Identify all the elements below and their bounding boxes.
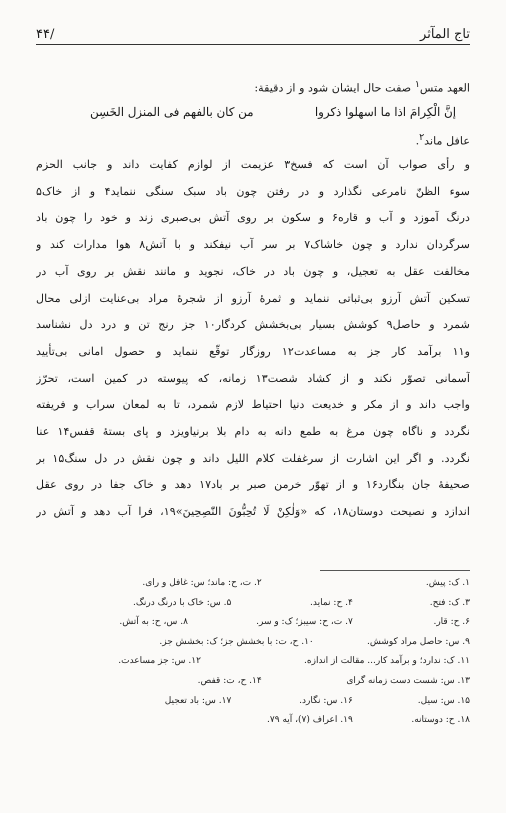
header-rule bbox=[36, 44, 470, 45]
footnote-rule bbox=[320, 570, 470, 571]
page-header bbox=[36, 18, 470, 42]
footnote-row bbox=[36, 594, 470, 614]
footnote: ۱۵. س: سیل. bbox=[417, 695, 470, 706]
text-line: سوء الظنّ نامرعی نگذارد و در رفتن چون باد سبک سنگی ننماید۴ و از خاک۵ bbox=[36, 184, 470, 198]
footnote-ref: ۱ bbox=[414, 79, 420, 90]
footnote: ۳. ک: فتح. bbox=[429, 597, 470, 608]
page-number: /۴۴ bbox=[36, 27, 55, 42]
text-line: واجب داند و از مکر و خدیعت دنیا احتیاط لازم شمرد، تا به لمعان سراب و فریفته bbox=[36, 398, 470, 412]
running-title: تاج المآثر bbox=[420, 27, 470, 42]
footnote-row bbox=[36, 574, 470, 594]
text-line: سرگردان ندارد و چون خاشاک۷ بر سر آب نیفکند و با آتش۸ هوا مدارات کند و bbox=[36, 238, 470, 252]
verse-tail-end: . bbox=[415, 135, 420, 149]
text-line: اندازد و نصیحت دوستان۱۸، که «وَلٰکِنْ لَا تُحِبُّونَ النّٰصِحِینَ»۱۹، فرا آب دهد و آتش در bbox=[36, 505, 470, 518]
text-line: درنگ آموزد و آب و قاره۶ و سکون بر روی آتش بی‌صبری زند و خود را چون باد bbox=[36, 211, 470, 225]
text-line: مخالفت عقل به تعجیل، و چون باد در خاک، نجوید و مانند نقش بر روی آب در bbox=[36, 264, 470, 278]
footnote: ۱۴. ح، ت: قفص. bbox=[197, 675, 262, 686]
footnote-row bbox=[36, 711, 470, 731]
footnote-row bbox=[36, 692, 470, 712]
footnote: ۱۱. ک: ندارد؛ و برآمد کار... مقالت از اندازه. bbox=[304, 656, 470, 667]
text-line: نگردد و ناگاه چون مرغ به طمع دانه به دام بلا برنیاویزد و پای بستهٔ قفس۱۴ عنا bbox=[36, 424, 470, 438]
footnote-ref: ۲ bbox=[419, 132, 425, 144]
footnote: ۱۳. س: شست دست زمانه گرای bbox=[346, 675, 470, 686]
footnote: ۹. س: حاصل مراد کوشش. bbox=[366, 636, 470, 647]
footnote: ۱۹. اعراف (۷)، آیه ۷۹. bbox=[267, 715, 353, 726]
verse-hemistich-1: إنَّ الْکِرامَ اذا ما اسهلوا ذکروا bbox=[314, 104, 456, 119]
text-line: صحیفهٔ جان بنگارد۱۶ و از تهوّر خرمن صبر بر باد۱۷ دهد و خاک جفا در روی عقل bbox=[36, 478, 470, 492]
footnote-row bbox=[36, 652, 470, 672]
opening-rest: صفت حال ایشان شود و از دقیقة: bbox=[254, 81, 415, 95]
footnote: ۵. س: خاک با درنگ درنگ. bbox=[132, 597, 232, 608]
footnote: ۱۲. س: جز مساعدت. bbox=[118, 656, 201, 667]
text-line: و۱۱ برآمد کار جز به مساعدت۱۲ روزگار توقّع ننماید و حصول امانی بی‌تأیید bbox=[36, 344, 470, 358]
text-line: شمرد و حاصل۹ کوشش بسیار بی‌بخشش کردگار۱۰ جز رنج تن و درد دل نشناسد bbox=[36, 318, 470, 332]
footnote: ۷. ت، ح: سیبز؛ ک: و سر. bbox=[256, 617, 353, 628]
main-text bbox=[36, 72, 470, 526]
footnote-row bbox=[36, 672, 470, 692]
footnote: ۱۸. ح: دوستانه. bbox=[411, 715, 470, 726]
footnote: ۱۷. س: باد تعجیل bbox=[164, 695, 232, 706]
footnotes bbox=[36, 574, 470, 731]
text-line bbox=[36, 72, 470, 99]
footnote: ۶. ح: قار. bbox=[433, 617, 470, 628]
text-line: تسکین آتش آرزو بی‌ثباتی ننماید و ثمرهٔ آرزو از شجرهٔ مراد بی‌عنایت ازلی محال bbox=[36, 291, 470, 305]
footnote: ۲. ت، ح: ماند؛ س: غافل و رای. bbox=[142, 578, 262, 588]
text-line: و رأی صواب آن است که فسخ۳ عزیمت از لوازم کفایت داند و جانب الحزم bbox=[36, 158, 470, 172]
opening-text: العهد متس bbox=[419, 81, 470, 95]
verse-line bbox=[36, 99, 470, 126]
text-line: نگردد. و اگر این اشارت از سرغفلت کلام اللیل داند و چون نقش در دل سنگ۱۵ بر bbox=[36, 451, 470, 465]
verse-tail: عافل ماند bbox=[424, 135, 470, 149]
footnote: ۸. س، ح: به آتش. bbox=[119, 617, 188, 628]
footnote: ۴. ح: نماید. bbox=[310, 597, 353, 608]
footnote-row bbox=[36, 633, 470, 653]
footnote-row bbox=[36, 613, 470, 633]
verse-hemistich-2: من کان بالفهم فی المنزل الخَسِن bbox=[90, 104, 254, 119]
footnote: ۱۰. ح، ت: با بخشش جز؛ ک: بخشش جز. bbox=[159, 636, 314, 647]
footnote: ۱۶. س: نگارد. bbox=[299, 695, 353, 706]
footnote: ۱. ک: پیش. bbox=[425, 578, 470, 588]
text-line bbox=[36, 125, 470, 152]
text-line: آسمانی تصوّر نکند و از کشاد شصت۱۳ زمانه، که پیوسته در کمین است، تحرّز bbox=[36, 371, 470, 385]
